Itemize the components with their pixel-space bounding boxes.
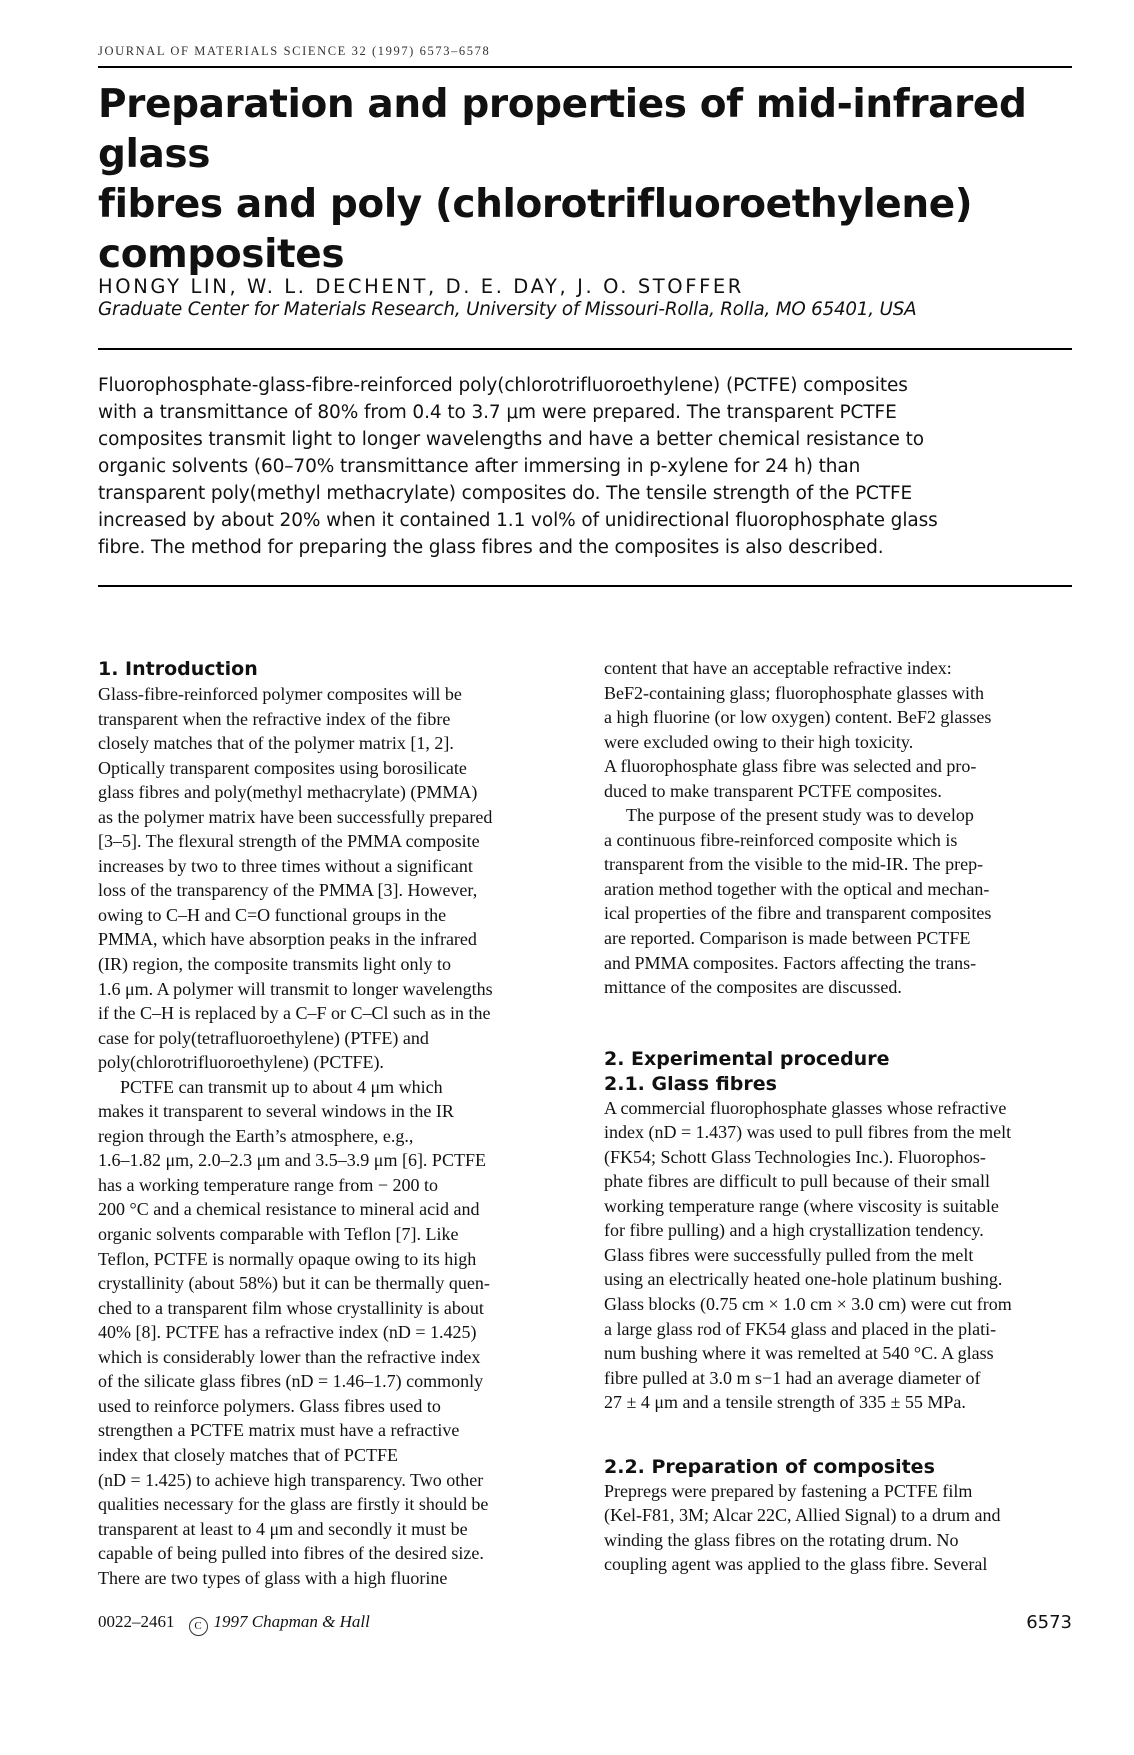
text-line: capable of being pulled into fibres of the desired size. [98,1543,484,1564]
text-line: A commercial fluorophosphate glasses whose refractive [604,1097,1007,1118]
text-line: PMMA, which have absorption peaks in the infrared [98,929,477,950]
abstract-line: with a transmittance of 80% from 0.4 to 3.7 μm were prepared. The transparent PCTFE [98,402,897,423]
affiliation: Graduate Center for Materials Research, University of Missouri-Rolla, Rolla, MO 65401, USA [98,299,917,320]
text-line: a high fluorine (or low oxygen) content. BeF2 glasses [604,707,992,728]
text-line: are reported. Comparison is made between PCTFE [604,928,971,949]
header-rule [98,66,1072,68]
text-line: were excluded owing to their high toxicity. [604,731,914,752]
title-line: fibres and poly (chlorotrifluoroethylene) [98,182,973,227]
text-line: which is considerably lower than the refractive index [98,1346,481,1367]
text-line: and PMMA composites. Factors affecting the trans- [604,952,977,973]
text-line: num bushing where it was remelted at 540 °C. A glass [604,1343,994,1364]
text-line: (IR) region, the composite transmits light only to [98,954,451,975]
author-list: HONGY LIN, W. L. DECHENT, D. E. DAY, J. O. STOFFER [98,275,744,298]
glass-fibres-paragraph [604,1096,1074,1415]
text-line: used to reinforce polymers. Glass fibres used to [98,1395,441,1416]
title-line: composites [98,232,345,277]
text-line: ical properties of the fibre and transparent composites [604,903,992,924]
abstract-line: composites transmit light to longer wavelengths and have a better chemical resistance to [98,429,924,450]
abstract-top-rule [98,348,1072,350]
text-line: (nD = 1.425) to achieve high transparency. Two other [98,1469,484,1490]
text-line: [3–5]. The flexural strength of the PMMA composite [98,831,480,852]
text-line: coupling agent was applied to the glass fibre. Several [604,1554,988,1575]
composites-paragraph [604,1479,1074,1577]
text-line: crystallinity (about 58%) but it can be thermally quen- [98,1273,490,1294]
intro-paragraph-2 [98,1075,568,1590]
text-line: duced to make transparent PCTFE composites. [604,780,942,801]
spacer [604,1000,1074,1046]
text-line: Prepregs were prepared by fastening a PCTFE film [604,1480,973,1501]
footer-issn-copyright [98,1612,370,1636]
text-line: qualities necessary for the glass are firstly it should be [98,1494,489,1515]
text-line: content that have an acceptable refractive index: [604,658,952,678]
text-line: of the silicate glass fibres (nD = 1.46–1.7) commonly [98,1371,484,1392]
abstract-line: transparent poly(methyl methacrylate) composites do. The tensile strength of the PCTFE [98,483,913,504]
text-line: strengthen a PCTFE matrix must have a refractive [98,1420,460,1441]
text-line: if the C–H is replaced by a C–F or C–Cl such as in the [98,1003,491,1024]
text-line: A fluorophosphate glass fibre was selected and pro- [604,756,977,777]
text-line: has a working temperature range from − 200 to [98,1174,439,1195]
text-line: 27 ± 4 μm and a tensile strength of 335 ± 55 MPa. [604,1392,966,1413]
abstract-bottom-rule [98,585,1072,587]
section-heading-introduction: 1. Introduction [98,658,258,680]
text-line: owing to C–H and C=O functional groups in the [98,904,447,925]
paper-title [98,80,1072,280]
text-line: as the polymer matrix have been successfully prepared [98,806,493,827]
abstract [98,372,1072,561]
title-line: Preparation and properties of mid-infrared glass [98,82,1027,177]
intro-continuation-paragraph [604,656,1074,803]
text-line: glass fibres and poly(methyl methacrylate) (PMMA) [98,782,478,803]
abstract-line: increased by about 20% when it contained 1.1 vol% of unidirectional fluorophosphate glass [98,510,938,531]
subsection-heading-glass-fibres: 2.1. Glass fibres [604,1072,777,1095]
text-line: BeF2-containing glass; fluorophosphate glasses with [604,682,984,703]
text-line: fibre pulled at 3.0 m s−1 had an average diameter of [604,1367,981,1388]
text-line: transparent from the visible to the mid-IR. The prep- [604,854,984,875]
text-line: ched to a transparent film whose crystallinity is about [98,1297,484,1318]
text-line: 1.6–1.82 μm, 2.0–2.3 μm and 3.5–3.9 μm [6]. PCTFE [98,1150,486,1171]
text-line: There are two types of glass with a high fluorine [98,1567,448,1588]
text-line: using an electrically heated one-hole platinum bushing. [604,1269,1003,1290]
issn: 0022–2461 [98,1612,175,1631]
left-column [98,656,568,1590]
text-line: case for poly(tetrafluoroethylene) (PTFE) and [98,1027,429,1048]
text-line: (FK54; Schott Glass Technologies Inc.). Fluorophos- [604,1146,986,1167]
abstract-line: fibre. The method for preparing the glass fibres and the composites is also described. [98,537,884,558]
text-line: The purpose of the present study was to develop [626,805,974,826]
page-number: 6573 [1026,1612,1072,1633]
text-line: for fibre pulling) and a high crystallization tendency. [604,1220,984,1241]
text-line: Teflon, PCTFE is normally opaque owing to its high [98,1248,477,1269]
abstract-line: Fluorophosphate-glass-fibre-reinforced poly(chlorotrifluoroethylene) (PCTFE) composites [98,375,908,396]
text-line: a continuous fibre-reinforced composite which is [604,829,958,850]
intro-paragraph-1 [98,682,568,1075]
text-line: working temperature range (where viscosity is suitable [604,1195,999,1216]
text-line: 200 °C and a chemical resistance to mineral acid and [98,1199,480,1220]
text-line: a large glass rod of FK54 glass and placed in the plati- [604,1318,997,1339]
text-line: loss of the transparency of the PMMA [3]. However, [98,880,478,901]
text-line: region through the Earth’s atmosphere, e.g., [98,1125,414,1146]
text-line: 40% [8]. PCTFE has a refractive index (nD = 1.425) [98,1322,477,1343]
text-line: poly(chlorotrifluoroethylene) (PCTFE). [98,1052,384,1073]
text-line: mittance of the composites are discussed. [604,977,902,998]
text-line: transparent when the refractive index of the fibre [98,708,451,729]
text-line: transparent at least to 4 μm and secondly it must be [98,1518,468,1539]
spacer [604,1415,1074,1455]
text-line: increases by two to three times without a significant [98,855,473,876]
text-line: index (nD = 1.437) was used to pull fibres from the melt [604,1122,1012,1143]
text-line: Glass blocks (0.75 cm × 1.0 cm × 3.0 cm) were cut from [604,1294,1012,1315]
text-line: aration method together with the optical and mechan- [604,878,990,899]
text-line: Glass-fibre-reinforced polymer composites will be [98,684,462,704]
text-line: winding the glass fibres on the rotating drum. No [604,1529,959,1550]
text-line: PCTFE can transmit up to about 4 μm which [120,1076,443,1097]
publisher: 1997 Chapman & Hall [213,1612,370,1631]
right-column [604,656,1074,1577]
text-line: makes it transparent to several windows in the IR [98,1101,454,1122]
text-line: (Kel-F81, 3M; Alcar 22C, Allied Signal) to a drum and [604,1505,1001,1526]
text-line: Optically transparent composites using borosilicate [98,757,467,778]
text-line: organic solvents comparable with Teflon [7]. Like [98,1224,459,1245]
abstract-line: organic solvents (60–70% transmittance after immersing in p-xylene for 24 h) than [98,456,861,477]
running-head: JOURNAL OF MATERIALS SCIENCE 32 (1997) 6573–6578 [98,44,491,58]
subsection-heading-composites: 2.2. Preparation of composites [604,1455,935,1478]
purpose-paragraph [604,803,1074,999]
text-line: index that closely matches that of PCTFE [98,1444,398,1465]
text-line: Glass fibres were successfully pulled from the melt [604,1244,974,1265]
copyright-icon: C [189,1617,208,1636]
section-heading-experimental: 2. Experimental procedure [604,1047,890,1070]
text-line: closely matches that of the polymer matrix [1, 2]. [98,733,454,754]
text-line: phate fibres are difficult to pull because of their small [604,1171,991,1192]
text-line: 1.6 μm. A polymer will transmit to longer wavelengths [98,978,493,999]
